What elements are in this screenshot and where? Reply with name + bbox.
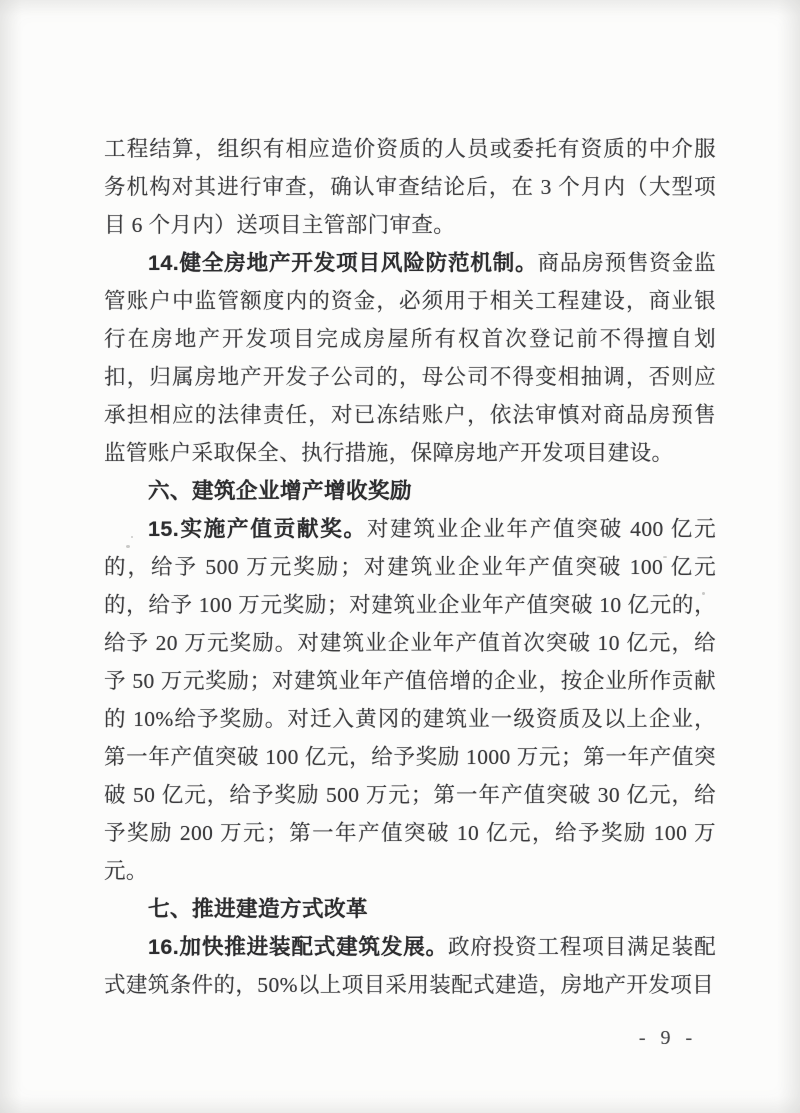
scan-speck — [663, 556, 667, 558]
section-6-heading: 六、建筑企业增产增收奖励 — [148, 479, 413, 503]
scan-speck — [702, 592, 705, 595]
scan-speck — [131, 536, 133, 538]
page-number: - 9 - — [638, 1027, 698, 1049]
item-16-body-text: 政府投资工程项目满足装配式建筑条件的，50%以上项目采用装配式建造，房地产开发项目 — [104, 935, 716, 997]
scan-speck — [597, 556, 601, 558]
scan-speck — [107, 634, 110, 637]
paragraph-item-14 — [104, 244, 716, 472]
item-14-body-text: 商品房预售资金监管账户中监管额度内的资金，必须用于相关工程建设，商业银行在房地产开发项目完成房屋所有权首次登记前不得擅自划扣，归属房地产开发子公司的，母公司不得变相抽调，否则应承担相应的法律责任，对已冻结账户，依法审慎对商品房预售监管账户采取保全、执行措施，保障房地产开发项目建设。 — [104, 251, 716, 465]
paragraph-item-16 — [104, 928, 716, 1004]
item-15-bold-lead: 15.实施产值贡献奖。 — [148, 517, 367, 541]
section-7-heading: 七、推进建造方式改革 — [148, 897, 369, 921]
item-15-body-text: 对建筑业企业年产值突破 400 亿元的，给予 500 万元奖励；对建筑业企业年产值突破 100 亿元的，给予 100 万元奖励；对建筑业企业年产值突破 10 亿元的，给予 20 万元奖励。对建筑业企业年产值首次突破 10 亿元，给予 50 万元奖励；对建筑业年产值倍增的企业，按企业所作贡献的 10%给予奖励。对迁入黄冈的建筑业一级资质及以上企业，第一年产值突破 100 亿元，给予奖励 1000 万元；第一年产值突破 50 亿元，给予奖励 500 万元；第一年产值突破 30 亿元，给予奖励 200 万元；第一年产值突破 10 亿元，给予奖励 100 万元。 — [104, 517, 716, 883]
paragraph-continued-from-previous-page: 工程结算，组织有相应造价资质的人员或委托有资质的中介服务机构对其进行审查，确认审查结论后，在 3 个月内（大型项目 6 个月内）送项目主管部门审查。 — [104, 137, 716, 237]
scan-speck — [126, 545, 130, 548]
item-14-bold-lead: 14.健全房地产开发项目风险防范机制。 — [148, 251, 538, 275]
item-16-bold-lead: 16.加快推进装配式建筑发展。 — [148, 935, 449, 959]
paragraph-item-15 — [104, 510, 716, 890]
document-text-block — [104, 130, 716, 1004]
